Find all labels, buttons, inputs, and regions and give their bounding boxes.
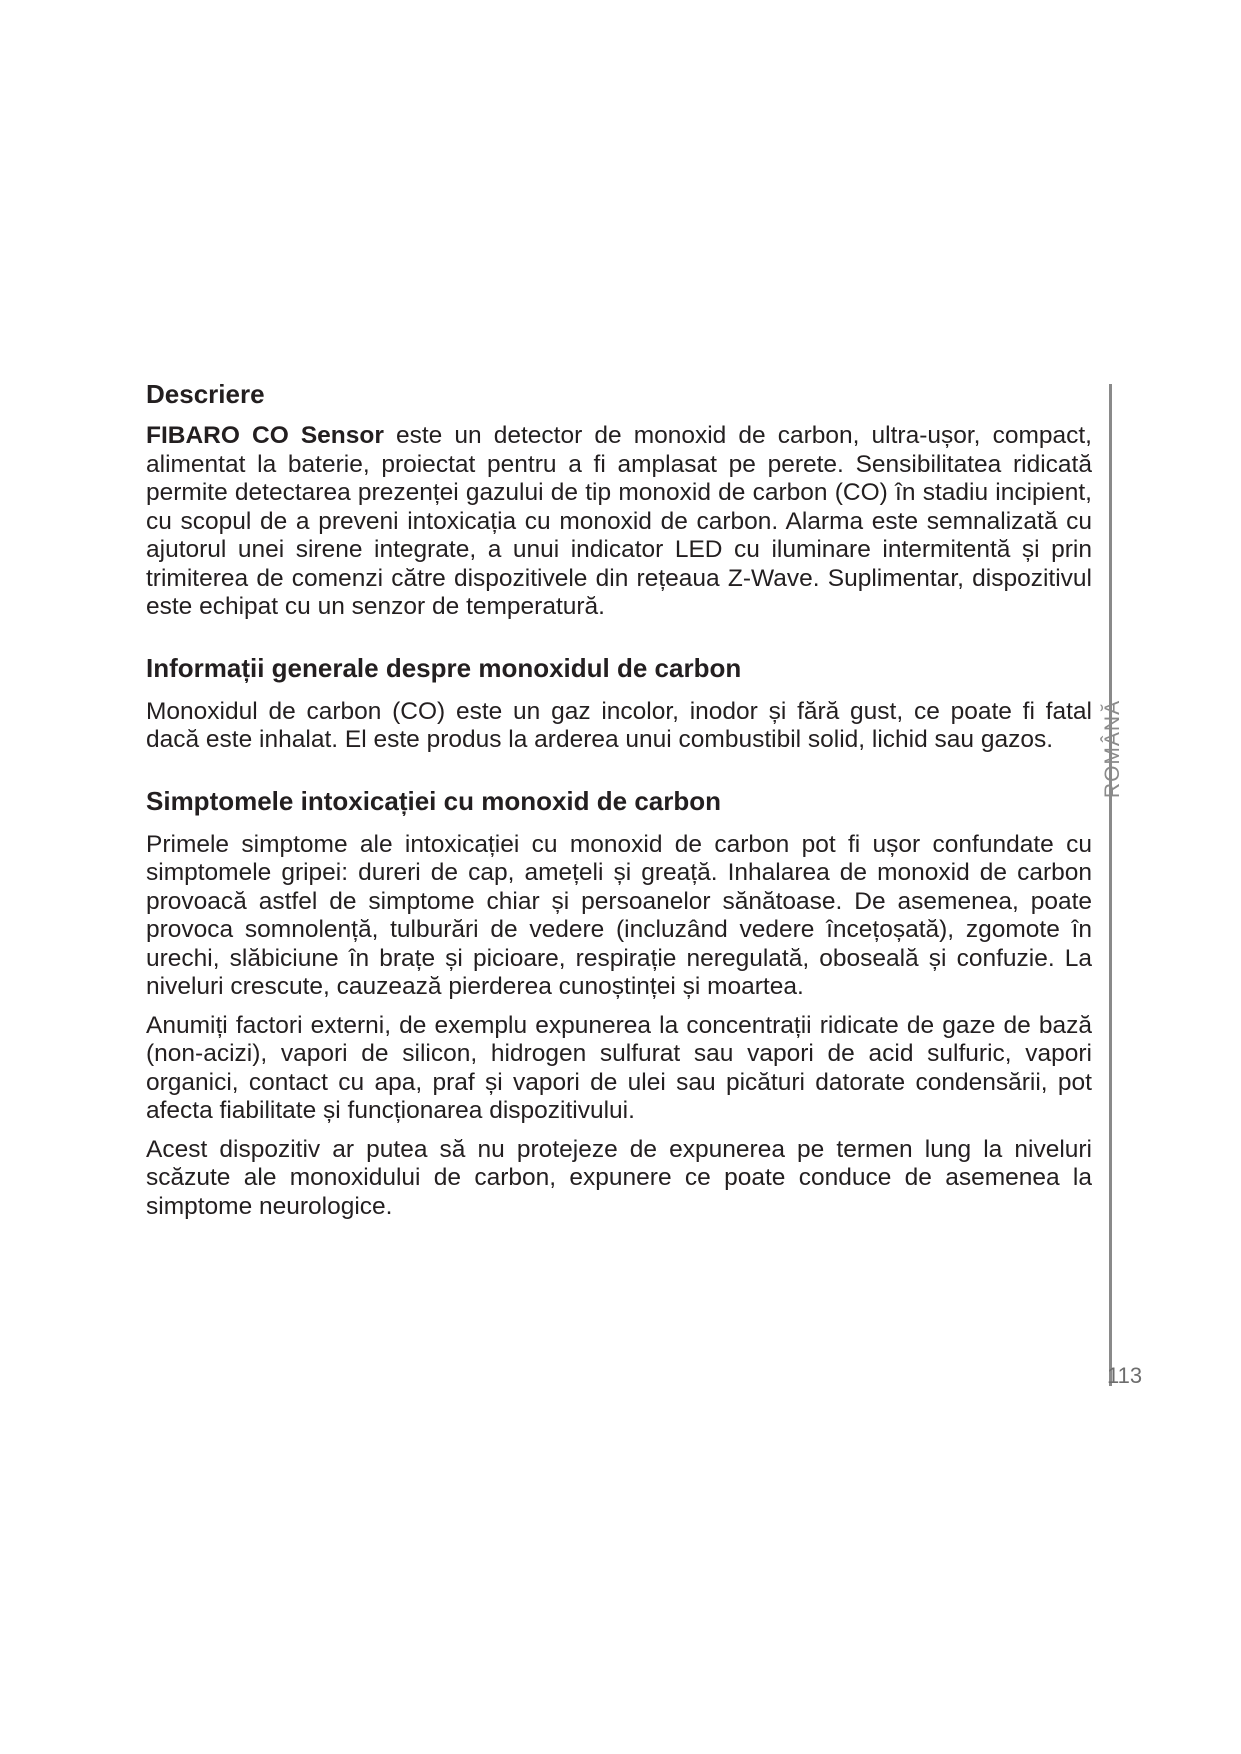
section-heading-informatii: Informații generale despre monoxidul de carbon [146, 652, 742, 683]
paragraph-descriere-text: este un detector de monoxid de carbon, ultra-ușor, compact, alimentat la baterie, proiectat pentru a fi amplasat pe perete. Sensibilitatea ridicată permite detectarea prezenței gazului de tip monoxid de carbon (CO) în stadiu incipient, cu scopul de a preveni intoxicația cu monoxid de carbon. Alarma este semnalizată cu ajutorul unei sirene integrate, a unui indicator LED cu iluminare intermitentă și prin trimiterea de comenzi către dispozitivele din rețeaua Z-Wave. Suplimentar, dispozitivul este echipat cu un senzor de temperatură. [146, 422, 1092, 620]
paragraph-descriere [146, 422, 1092, 622]
paragraph-simptome-1: Primele simptome ale intoxicației cu monoxid de carbon pot fi ușor confundate cu simptomele gripei: dureri de cap, amețeli și greață. Inhalarea de monoxid de carbon provoacă astfel de simptome chiar și persoanelor sănătoase. De asemenea, poate provoca somnolență, tulburări de vedere (incluzând vedere încețoșată), zgomote în urechi, slăbiciune în brațe și picioare, respirație neregulată, oboseală și confuzie. La niveluri crescute, cauzează pierderea cunoștinței și moartea. [146, 830, 1092, 1000]
page-number: 113 [1107, 1363, 1143, 1388]
product-name: FIBARO CO Sensor [146, 422, 384, 449]
document-body [146, 378, 1092, 1221]
language-side-label: ROMÂNĂ [1101, 699, 1124, 799]
section-heading-descriere: Descriere [146, 379, 265, 409]
section-heading-simptome: Simptomele intoxicației cu monoxid de carbon [146, 785, 721, 816]
paragraph-informatii: Monoxidul de carbon (CO) este un gaz incolor, inodor și fără gust, ce poate fi fatal dacă este inhalat. El este produs la arderea unui combustibil solid, lichid sau gazos. [146, 697, 1092, 753]
paragraph-simptome-3: Acest dispozitiv ar putea să nu protejeze de expunerea pe termen lung la niveluri scăzute ale monoxidului de carbon, expunere ce poate conduce de asemenea la simptome neurologice. [146, 1135, 1092, 1220]
side-rule-divider [1109, 384, 1112, 1386]
paragraph-simptome-2: Anumiți factori externi, de exemplu expunerea la concentrații ridicate de gaze de bază (non-acizi), vapori de silicon, hidrogen sulfurat sau vapori de acid sulfuric, vapori organici, contact cu apa, praf și vapori de ulei sau picături datorate condensării, pot afecta fiabilitate și funcționarea dispozitivului. [146, 1011, 1092, 1124]
